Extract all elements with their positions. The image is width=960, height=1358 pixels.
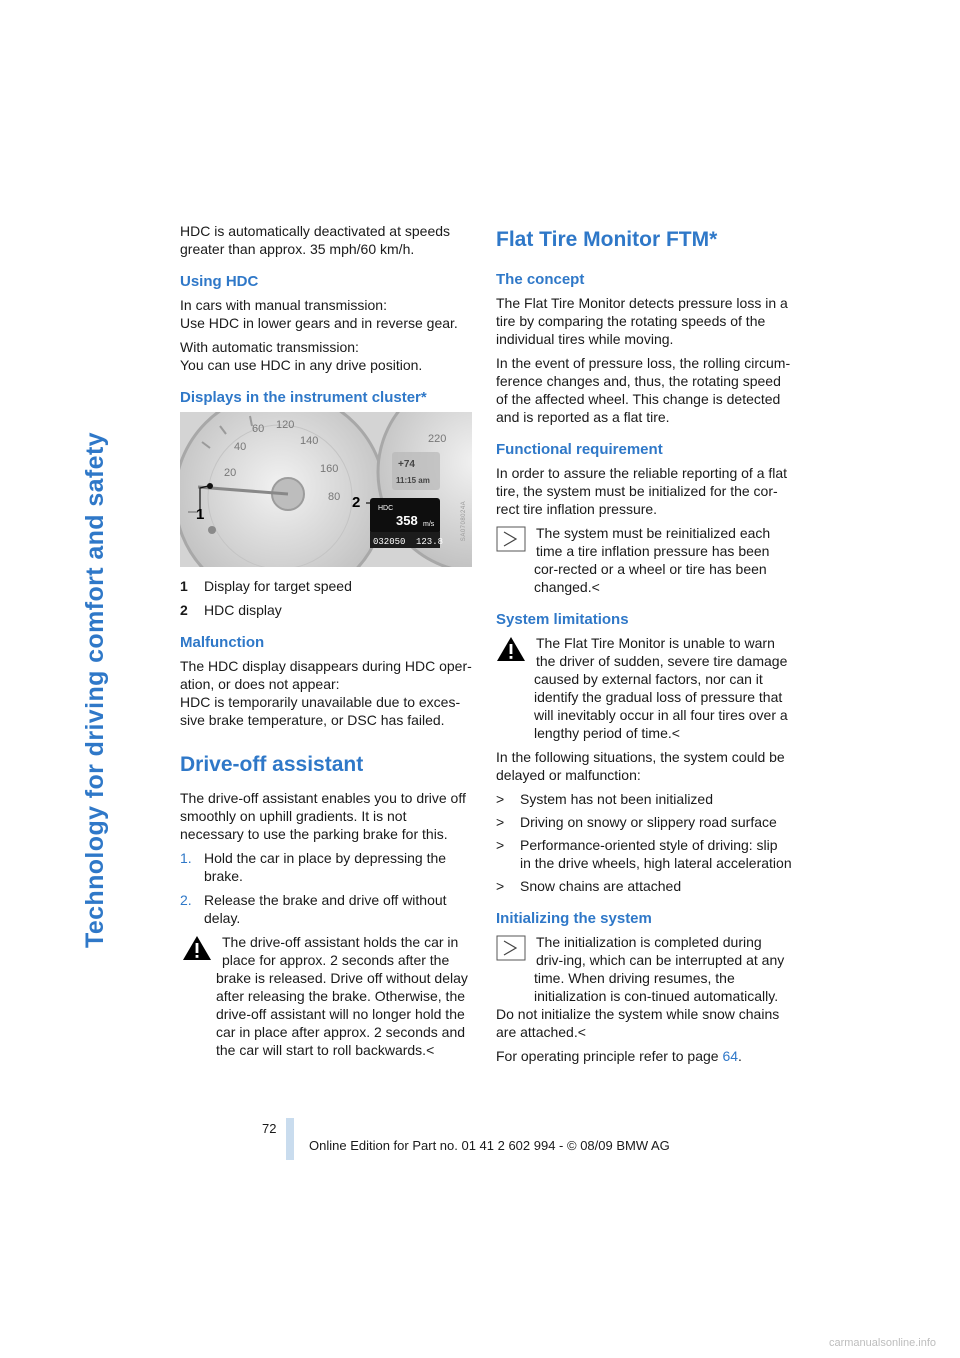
trip-readout: 123.8 [416,537,444,547]
ftm-heading: Flat Tire Monitor FTM* [496,228,718,251]
dial-number: 220 [428,433,447,445]
limitations-list [496,790,792,895]
warning-triangle-icon [182,935,212,961]
functional-heading: Functional requirement [496,441,663,458]
initializing-heading: Initializing the system [496,910,652,927]
legend-item: 1 Display for target speed [180,578,352,594]
dial-number: 60 [252,423,265,435]
concept-paragraph-1: The Flat Tire Monitor detects pressure loss in a tire by comparing the rotating speeds of the individual tires while moving. [496,295,788,347]
time-readout: 11:15 am [396,476,430,485]
list-item: > System has not been initialized [496,791,713,807]
drive-off-warning: The drive-off assistant holds the car in place for approx. 2 seconds after the brake is released. Drive off without delay after releasing the brake. Otherwise, the drive-off assistant will no longer hold the car in place after approx. 2 seconds and the car will start to roll backwards.< [180,933,472,1059]
right-column [496,222,792,1071]
limitations-heading: System limitations [496,611,629,628]
using-hdc-automatic: With automatic transmission: You can use HDC in any drive position. [180,339,423,373]
warning-triangle-icon [496,636,526,662]
dial-number: 40 [234,441,247,453]
note-arrow-icon [496,935,526,961]
drive-off-steps [180,849,472,927]
instrument-cluster-figure [180,412,472,567]
dial-number: 160 [320,463,339,475]
displays-heading: Displays in the instrument cluster* [180,389,427,406]
section-side-title: Technology for driving comfort and safety [81,432,109,948]
figure-label-1: 1 [196,506,205,523]
using-hdc-manual: In cars with manual transmission: Use HDC in lower gears and in reverse gear. [180,297,458,331]
drive-off-heading: Drive-off assistant [180,753,364,776]
dial-number: 80 [328,491,341,503]
initializing-reference: For operating principle refer to page 64. [496,1048,742,1064]
limitations-paragraph: In the following situations, the system could be delayed or malfunction: [496,749,785,783]
hdc-display-value: 358 [396,513,418,528]
note-arrow-icon [496,526,526,552]
list-item: > Driving on snowy or slippery road surface [496,814,777,830]
list-item: > Performance-oriented style of driving: slip in the drive wheels, high lateral acceleration [496,837,792,871]
hdc-display-label: HDC [378,505,394,512]
odometer-readout: 032050 [373,537,406,547]
functional-paragraph: In order to assure the reliable reporting of a flat tire, the system must be initialized for the cor-rect tire inflation pressure. [496,465,788,517]
drive-off-paragraph: The drive-off assistant enables you to drive off smoothly on uphill gradients. It is not necessary to use the parking brake for this. [180,790,466,842]
limitations-warning: The Flat Tire Monitor is unable to warn the driver of sudden, severe tire damage caused by external factors, nor can it identify the gradual loss of pressure that will inevitably occur in all four tires over a lengthy period of time.< [496,634,792,742]
hdc-intro-paragraph: HDC is automatically deactivated at speeds greater than approx. 35 mph/60 km/h. [180,223,451,257]
left-column [180,222,472,1065]
figure-code: SA0708024A [460,500,467,542]
initializing-note: The initialization is completed during driv-ing, which can be interrupted at any time. When driving resumes, the initialization is con-tinued automatically. Do not initialize the system while snow chains are attached.< [496,934,785,1040]
malfunction-heading: Malfunction [180,634,265,651]
dial-number: 120 [276,419,295,431]
edition-footer: Online Edition for Part no. 01 41 2 602 994 - © 08/09 BMW AG [309,1138,670,1153]
step-item: 2. Release the brake and drive off without delay. [180,892,447,926]
concept-heading: The concept [496,271,585,288]
page-reference-link[interactable]: 64 [722,1048,739,1064]
footer-bar [286,1118,294,1160]
page-number: 72 [262,1121,277,1136]
list-item: > Snow chains are attached [496,878,682,894]
figure-label-2: 2 [352,494,361,511]
dial-number: 20 [224,467,237,479]
concept-paragraph-2: In the event of pressure loss, the rolling circum-ference changes and, thus, the rotating speed of the affected wheel. This change is detected and is reported as a flat tire. [496,355,791,425]
legend-item: 2 HDC display [180,602,282,618]
temperature-readout: +74 [398,459,415,470]
watermark: carmanualsonline.info [828,1337,936,1349]
using-hdc-heading: Using HDC [180,273,259,290]
malfunction-paragraph: The HDC display disappears during HDC oper-ation, or does not appear: HDC is temporarily unavailable due to exces-sive brake temperature, or DSC has failed. [180,658,472,728]
dial-number: 140 [300,435,319,447]
step-item: 1. Hold the car in place by depressing the brake. [180,850,447,884]
functional-note: The system must be reinitialized each time a tire inflation pressure has been cor-rected or a wheel or tire has been changed.< [496,524,792,596]
hdc-display-unit: m/s [423,521,435,528]
